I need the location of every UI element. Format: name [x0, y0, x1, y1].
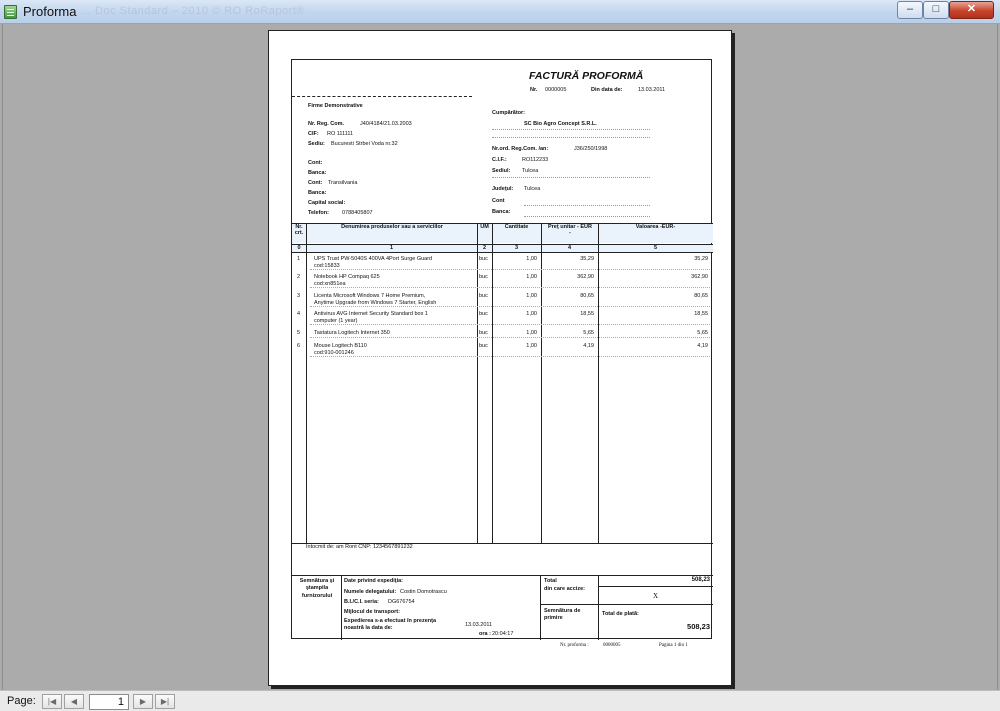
- buyer-reg-label: Nr.ord. Reg.Com. /an:: [492, 146, 549, 152]
- buyer-sediu: Tulcea: [522, 168, 539, 174]
- table-row-qty: 1,00: [526, 343, 537, 349]
- table-row-qty: 1,00: [526, 293, 537, 299]
- invoice-title: FACTURĂ PROFORMĂ: [529, 70, 644, 82]
- bi-value: DG676754: [388, 599, 415, 605]
- table-row-um: buc: [479, 256, 488, 262]
- row-divider: [310, 324, 710, 325]
- table-row-value: 80,65: [694, 293, 708, 299]
- buyer-banca-label: Banca:: [492, 209, 511, 215]
- invoice-date: 13.03.2011: [638, 87, 666, 93]
- table-row-nr: 3: [297, 293, 301, 299]
- page-label: Page:: [7, 695, 36, 707]
- supplier-sediu-label: Sediu:: [308, 141, 325, 147]
- th-cantitate: Cantitate: [504, 224, 529, 230]
- col-divider: [477, 223, 478, 543]
- invoice-frame: [291, 59, 712, 639]
- table-row-price: 362,90: [577, 274, 594, 280]
- invoice-nr: 0000005: [545, 87, 567, 93]
- buyer-judet: Tulcea: [524, 186, 541, 192]
- ora-label: ora :: [479, 631, 491, 637]
- row-divider: [310, 337, 710, 338]
- col-divider: [541, 223, 542, 543]
- table-row-value: 362,90: [691, 274, 708, 280]
- table-row-name: Antivirus AVG Internet Security Standard box 1: [314, 311, 428, 317]
- footer-divider: [540, 575, 541, 640]
- last-page-button[interactable]: ▶|: [155, 694, 175, 709]
- footer-rule: [598, 586, 713, 587]
- table-row-name: UPS Trust PW-5040S 400VA 4Port Surge Guard: [314, 256, 433, 262]
- expeditie-label: Date privind expediţia:: [344, 578, 403, 584]
- table-row-nr: 2: [297, 274, 301, 280]
- col-index: 0: [297, 245, 301, 251]
- buyer-dotline: [492, 129, 650, 130]
- delegat-label: Numele delegatului:: [344, 589, 397, 595]
- buyer-dotline: [492, 137, 650, 138]
- bi-label: B.I./C.I. seria:: [344, 599, 379, 605]
- buyer-cif-label: C.I.F.:: [492, 157, 507, 163]
- table-row-um: buc: [479, 330, 488, 336]
- accize-value: X: [652, 592, 659, 600]
- th-pret: Preţ unitar - EUR -: [548, 224, 593, 237]
- table-row-nr: 4: [297, 311, 301, 317]
- footer-divider: [341, 575, 342, 640]
- transport-label: Mijlocul de transport:: [344, 609, 400, 615]
- col-index: 2: [482, 245, 487, 251]
- delegat-name: Costin Domotrascu: [400, 589, 447, 595]
- next-page-button[interactable]: ▶: [133, 694, 153, 709]
- supplier-banca2-label: Banca:: [308, 190, 327, 196]
- supplier-sediu: Bucuresti Strbei Voda nr.32: [331, 141, 398, 147]
- th-um: UM: [480, 224, 489, 230]
- table-row-nr: 1: [297, 256, 301, 262]
- table-row-value: 35,29: [694, 256, 708, 262]
- primire-label: Semnătura de primire: [544, 608, 581, 622]
- table-row-value: 18,55: [694, 311, 708, 317]
- table-row-qty: 1,00: [526, 274, 537, 280]
- buyer-label: Cumpărător:: [492, 110, 526, 116]
- table-row-price: 35,29: [580, 256, 594, 262]
- buyer-dotline: [524, 205, 650, 206]
- footer-top-rule: [292, 575, 713, 576]
- table-row-nr: 6: [297, 343, 301, 349]
- total-value: 508,23: [691, 577, 710, 583]
- row-divider: [310, 269, 710, 270]
- total-label: Total: [544, 578, 557, 584]
- supplier-name: Firme Demonstrative: [308, 103, 363, 109]
- col-divider: [598, 223, 599, 543]
- table-row-value: 4,19: [697, 343, 708, 349]
- buyer-judet-label: Judeţul:: [492, 186, 514, 192]
- footer-nr-label: Nr. proforma :: [560, 643, 589, 648]
- footer-divider: [598, 575, 599, 640]
- table-row-price: 80,65: [580, 293, 594, 299]
- col-index: 3: [514, 245, 519, 251]
- din-care-label: din care accize:: [544, 586, 585, 592]
- buyer-reg: J36/250/1998: [574, 146, 608, 152]
- plata-value: 508,23: [687, 622, 710, 631]
- table-row-code: Anytime Upgrade from Windows 7 Starter, English: [314, 300, 437, 306]
- invoice-date-label: Din data de:: [591, 87, 623, 93]
- buyer-sediu-label: Sediul:: [492, 168, 511, 174]
- buyer-dotline: [524, 216, 650, 217]
- page-navigation-bar: [0, 690, 1000, 711]
- col-divider: [306, 223, 307, 543]
- footer-page-count: Pagina 1 din 1: [659, 643, 688, 648]
- maximize-button[interactable]: □: [923, 1, 949, 19]
- buyer-cont-label: Cont: [492, 198, 505, 204]
- table-row-nr: 5: [297, 330, 301, 336]
- app-icon: [4, 5, 17, 19]
- buyer-dotline: [492, 177, 650, 178]
- plata-label: Total de plată:: [602, 611, 639, 617]
- supplier-capital-label: Capital social:: [308, 200, 346, 206]
- table-row-price: 5,65: [583, 330, 594, 336]
- minimize-button[interactable]: –: [897, 1, 923, 19]
- row-divider: [310, 306, 710, 307]
- table-row-value: 5,65: [697, 330, 708, 336]
- table-row-name: Notebook HP Compaq 625: [314, 274, 380, 280]
- col-index: 4: [567, 245, 572, 251]
- table-row-um: buc: [479, 293, 488, 299]
- table-row-name: Licenta Microsoft Windows 7 Home Premium,: [314, 293, 426, 299]
- header-rule: [292, 96, 472, 97]
- ora-value: 20:04:17: [492, 631, 514, 637]
- table-row-price: 4,19: [583, 343, 594, 349]
- col-divider: [492, 223, 493, 543]
- window-title-blurred: … Doc Standard – 2010 © RO RoRaport®: [80, 5, 305, 17]
- intocmit-text: Intocmit de: am Ront CNP: 1234567891232: [306, 544, 413, 550]
- supplier-cont-label: Cont:: [308, 160, 323, 166]
- supplier-cif: RO 111111: [327, 131, 354, 137]
- supplier-banca-label: Banca:: [308, 170, 327, 176]
- buyer-name: SC Bio Agro Concept S.R.L.: [524, 121, 597, 127]
- expediere-label: Expedierea s-a efectuat în prezenţa noastră la data de:: [344, 618, 437, 632]
- supplier-telefon-label: Telefon:: [308, 210, 329, 216]
- invoice-nr-label: Nr.: [530, 87, 538, 93]
- table-row-code: cod:xn851ea: [314, 281, 346, 287]
- table-row-price: 18,55: [580, 311, 594, 317]
- page-number-input[interactable]: [89, 694, 129, 710]
- table-row-qty: 1,00: [526, 330, 537, 336]
- supplier-reg: J40/4184/21.03.2003: [360, 121, 412, 127]
- table-row-um: buc: [479, 311, 488, 317]
- table-index-rule: [292, 252, 713, 253]
- title-bar: [0, 0, 1000, 24]
- table-row-um: buc: [479, 343, 488, 349]
- previous-page-button[interactable]: ◀: [64, 694, 84, 709]
- supplier-cont2: Transilvania: [328, 180, 358, 186]
- th-denumire: Denumirea produselor sau a serviciilor: [341, 224, 443, 230]
- th-valoare: Valoarea -EUR-: [635, 224, 676, 230]
- row-divider: [310, 287, 710, 288]
- table-row-qty: 1,00: [526, 256, 537, 262]
- table-row-qty: 1,00: [526, 311, 537, 317]
- row-divider: [310, 356, 710, 357]
- footer-rule: [540, 604, 713, 605]
- footer-nr: 0000005: [603, 643, 621, 648]
- supplier-telefon: 0788405807: [342, 210, 373, 216]
- table-row-name: Mouse Logitech B110: [314, 343, 367, 349]
- supplier-cont2-label: Cont:: [308, 180, 323, 186]
- expediere-date: 13.03.2011: [465, 622, 493, 628]
- col-index: 5: [653, 245, 658, 251]
- col-index: 1: [389, 245, 394, 251]
- table-row-um: buc: [479, 274, 488, 280]
- table-row-name: Tastatura Logitech Internet 350: [314, 330, 390, 336]
- supplier-reg-label: Nr. Reg. Com.: [308, 121, 345, 127]
- first-page-button[interactable]: |◀: [42, 694, 62, 709]
- table-row-code: cod:15833: [314, 263, 340, 269]
- table-row-code: computer (1 year): [314, 318, 358, 324]
- buyer-cif: RO112233: [522, 157, 549, 163]
- report-page: [268, 30, 732, 686]
- th-nr: Nr. crt.: [294, 224, 304, 237]
- supplier-cif-label: CIF:: [308, 131, 319, 137]
- semnatura-furnizor: Semnătura şi ştampila furnizorului: [299, 578, 335, 599]
- table-row-code: cod:910-001246: [314, 350, 354, 356]
- close-button[interactable]: ✕: [949, 1, 994, 19]
- window-title: Proforma: [23, 4, 77, 19]
